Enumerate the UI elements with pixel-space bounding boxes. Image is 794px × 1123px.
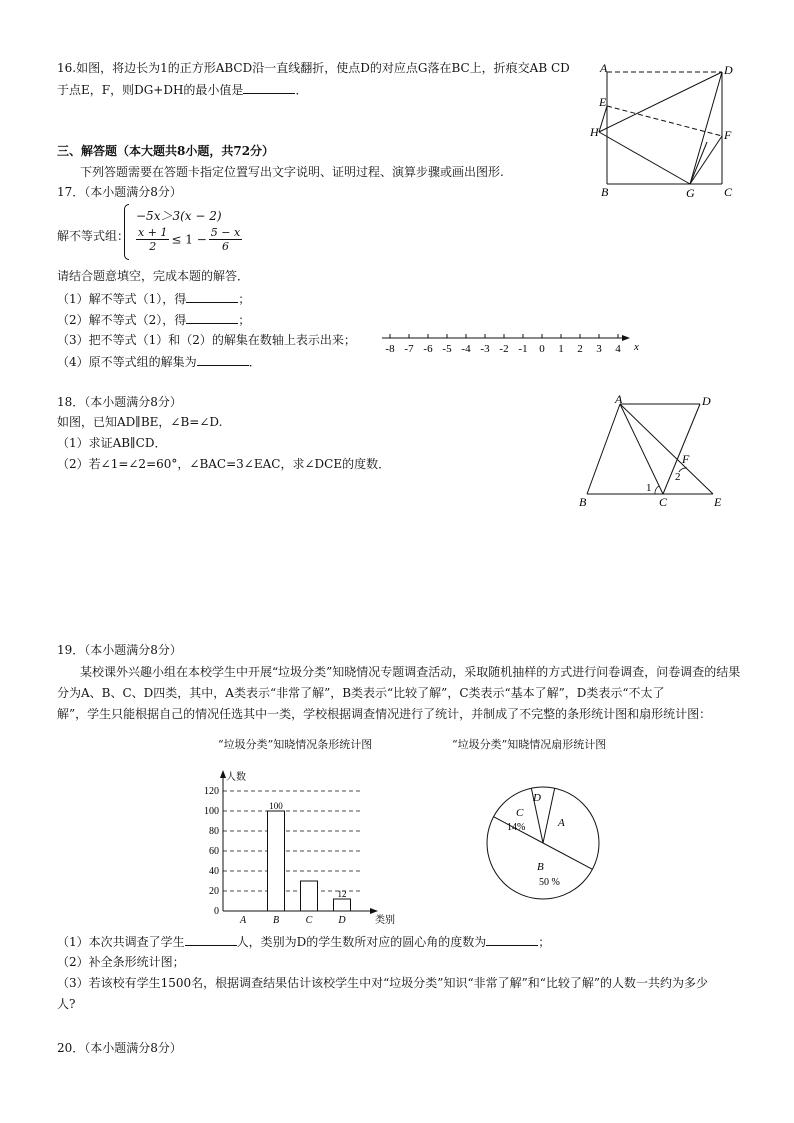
bar-y-tick-label: 0 [214,906,219,917]
q17-step1-text: （1）解不等式（1），得 [57,292,187,306]
q17-ineq1: −5x＞3(x − 2) [136,209,222,223]
q19-para1: 某校课外兴趣小组在本校学生中开展“垃圾分类”知晓情况专题调查活动，采取随机抽样的方式进行问卷调查，问卷调查的结果 [80,665,741,679]
q17-step1 [57,290,250,307]
number-line-tick-label: 1 [558,343,564,355]
number-line-tick-label: -1 [518,343,528,355]
bar-data-label: 12 [337,889,347,899]
number-line-tick-label: -3 [480,343,490,355]
bar-B [268,811,285,911]
label-B: B [579,495,587,509]
label-A: A [615,392,623,406]
label-C: C [659,495,668,509]
q19-q1-suffix: ； [538,935,551,949]
number-line-tick-label: 4 [615,343,621,355]
q16-line1: 16.如图，将边长为1的正方形ABCD沿一直线翻折，使点D的对应点G落在BC上，折痕交AB CD [57,61,570,75]
label-angle-2: 2 [675,471,681,483]
number-line-tick-label: -4 [461,343,471,355]
q20-header: 20．（本小题满分8分） [57,1041,182,1055]
number-line-tick-label: -6 [423,343,433,355]
bar-category-label: A [239,915,247,926]
bar-y-tick-label: 120 [204,786,219,797]
bar-x-label: 类别 [375,915,395,926]
edge-HG [599,132,690,184]
pie-slice-label-A: A [558,817,565,829]
number-line-tick-label: -8 [385,343,395,355]
bar-category-label: C [305,915,313,926]
q19-q3-line2: 人? [57,997,76,1011]
q18-figure [575,392,735,514]
q17-step3: （3）把不等式（1）和（2）的解集在数轴上表示出来； [57,333,356,347]
q16-square-figure [590,60,740,200]
bar-data-label: 100 [269,801,283,811]
q17-step4-text: （4）原不等式组的解集为 [57,355,197,369]
q17-step2-blank [186,311,238,324]
number-line-tick-label: 3 [596,343,602,355]
label-C: C [724,185,733,199]
q17-step4-end: ． [248,355,261,369]
q18-header: 18．（本小题满分8分） [57,395,182,409]
label-D: D [702,394,711,408]
q17-step4 [57,353,261,370]
q17-frac-left-den: 2 [149,240,157,253]
bar-chart-title: “垃圾分类”知晓情况条形统计图 [218,738,373,751]
q19-q1-blank2 [486,933,538,946]
number-line-tick-label: -2 [499,343,509,355]
label-E: E [714,495,722,509]
edge-EH [599,106,607,132]
number-line-tick-label: 2 [577,343,583,355]
q18-part1: （1）求证AB∥CD． [57,436,167,450]
segment-AB [587,404,620,494]
q19-q1 [57,933,550,950]
pie-slice-percent-C: 14% [507,822,526,833]
label-A: A [600,61,608,75]
number-line-arrow [622,335,630,341]
q19-q3-line1: （3）若该校有学生1500名，根据调查结果估计该校学生中对“垃圾分类”知识“非常了解”和“比较了解”的人数一共约为多少 [57,976,708,990]
edge-DG [690,72,722,184]
q17-step4-blank [197,353,249,366]
bar-x-arrow [370,908,378,914]
q17-header: 17．（本小题满分8分） [57,185,182,199]
q17-ineq2-mid: ≤ 1 − [171,232,207,247]
bar-y-tick-label: 20 [209,886,219,897]
bar-chart [190,766,400,926]
angle-1-arc [655,486,659,494]
q16-line2-suffix: ． [295,83,308,97]
bar-y-label: 人数 [226,772,246,783]
label-B: B [601,185,609,199]
number-line-tick-label: 0 [539,343,545,355]
segment-AC [620,404,663,494]
q17-prompt: 请结合题意填空，完成本题的解答． [57,269,250,283]
pie-slice-label-B: B [537,861,544,873]
q17-system-label: 解不等式组： [57,229,130,243]
edge-DH [599,72,722,132]
q16-line2-prefix: 于点E，F，则DG+DH的最小值是 [57,83,244,97]
q19-para3: 解”，学生只能根据自己的情况任选其中一类，学校根据调查情况进行了统计，并制成了不完整的条形统计图和扇形统计图： [57,707,712,721]
q17-step1-blank [186,290,238,303]
pie-slice-label-D: D [533,792,541,804]
segment-DC [663,404,700,494]
number-line-ticks [385,334,621,355]
label-G: G [686,186,695,200]
bar-y-tick-label: 80 [209,826,219,837]
section3-instruction: 下列答题需要在答题卡指定位置写出文字说明、证明过程、演算步骤或画出图形. [80,165,504,179]
pie-slice-percent-B: 50 % [539,877,560,888]
bar-y-tick-label: 60 [209,846,219,857]
segment-AE [620,404,713,494]
q19-q1-blank1 [185,933,237,946]
label-F: F [724,128,732,142]
q17-step2-text: （2）解不等式（2），得 [57,313,187,327]
q19-q2: （2）补全条形统计图； [57,955,185,969]
bar-y-tick-label: 100 [204,806,219,817]
bar-y-tick-label: 40 [209,866,219,877]
q17-frac-right [209,226,242,253]
label-D: D [724,63,733,77]
bar-category-label: D [338,915,346,926]
number-line-tick-label: -7 [404,343,414,355]
q16-line2 [57,81,307,98]
q17-number-line [378,328,648,362]
q19-q1-prefix: （1）本次共调查了学生 [57,935,185,949]
q17-ineq2 [134,226,244,253]
q17-step2 [57,311,250,328]
bar-category-label: B [272,915,280,926]
q16-answer-blank [243,81,295,94]
label-angle-1: 1 [646,482,652,494]
q17-frac-right-num: 5 − x [210,226,241,239]
bar-D [334,899,351,911]
number-line-tick-label: -5 [442,343,452,355]
pie-chart [480,780,610,910]
q17-step2-end: ； [238,313,251,327]
bar-C [301,881,318,911]
q17-brace [124,204,129,260]
q18-given: 如图，已知AD∥BE，∠B=∠D. [57,415,223,429]
q17-frac-right-den: 6 [222,240,229,253]
q17-frac-left-num: x + 1 [138,226,168,239]
q17-step1-end: ； [238,292,251,306]
q19-para2: 分为A、B、C、D四类，其中，A类表示“非常了解”，B类表示“比较了解”，C类表示“基本了解”，D类表示“不太了 [57,686,665,700]
number-line-x-label: x [634,341,639,353]
pie-slice-label-C: C [516,807,524,819]
pie-chart-title: “垃圾分类”知晓情况扇形统计图 [452,738,607,751]
section3-title: 三、解答题（本大题共8小题，共72分） [57,144,275,158]
label-F: F [682,452,690,466]
label-E: E [599,95,607,109]
q18-part2: （2）若∠1=∠2=60°，∠BAC=3∠EAC，求∠DCE的度数． [57,457,391,471]
q19-header: 19．（本小题满分8分） [57,643,182,657]
label-H: H [590,125,599,139]
q17-frac-left [136,226,169,253]
q19-q1-mid: 人，类别为D的学生数所对应的圆心角的度数为 [236,935,487,949]
